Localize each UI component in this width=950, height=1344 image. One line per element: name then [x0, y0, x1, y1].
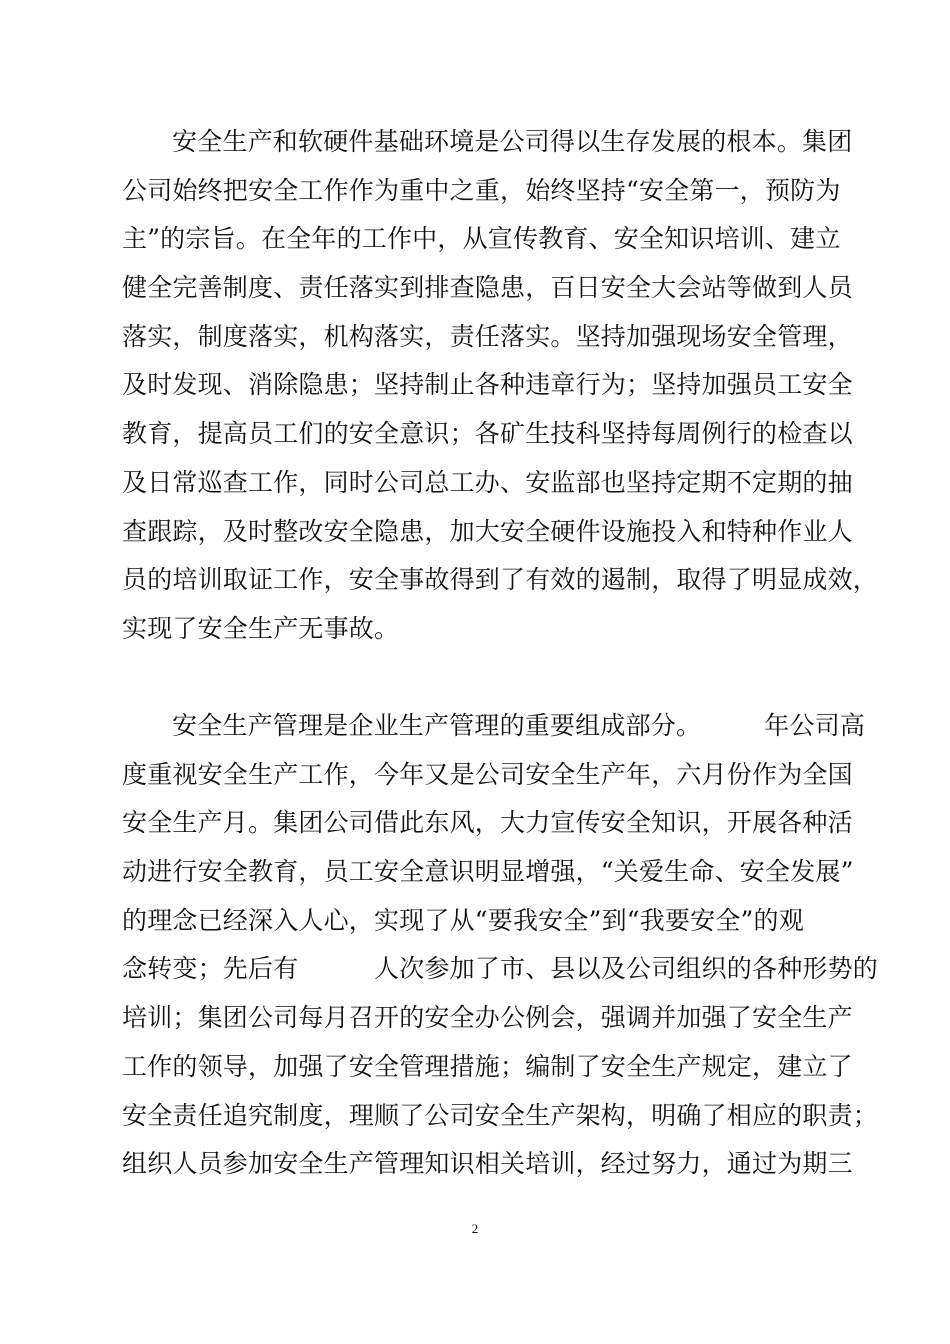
text-line: 工作的领导，加强了安全管理措施；编制了安全生产规定，建立了 [122, 1051, 853, 1081]
text-line: 公司始终把安全工作作为重中之重，始终坚持“安全第一，预防为 [122, 175, 841, 205]
text-line: 安全生产和软硬件基础环境是公司得以生存发展的根本。集团 [172, 127, 853, 156]
text-line: 实现了安全生产无事故。 [122, 613, 400, 643]
text-line: 健全完善制度、责任落实到排查隐患，百日安全大会站等做到人员 [122, 273, 853, 303]
paragraph-safety-foundation [122, 118, 879, 654]
text-line: 安全生产管理是企业生产管理的重要组成部分。 年公司高 [172, 711, 866, 740]
text-line: 主”的宗旨。在全年的工作中，从宣传教育、安全知识培训、建立 [122, 224, 841, 254]
text-line: 查跟踪，及时整改安全隐患，加大安全硬件设施投入和特种作业人 [122, 516, 853, 546]
text-line: 安全生产月。集团公司借此东风，大力宣传安全知识，开展各种活 [122, 808, 853, 838]
text-line: 动进行安全教育，员工安全意识明显增强，“关爱生命、安全发展” [122, 857, 854, 887]
text-line: 组织人员参加安全生产管理知识相关培训，经过努力，通过为期三 [122, 1149, 853, 1179]
text-line: 度重视安全生产工作，今年又是公司安全生产年，六月份作为全国 [122, 759, 853, 789]
text-line: 落实，制度落实，机构落实，责任落实。坚持加强现场安全管理， [122, 321, 853, 351]
paragraph-safety-management [122, 702, 879, 1189]
text-line: 培训；集团公司每月召开的安全办公例会，强调并加强了安全生产 [122, 1003, 853, 1033]
text-line: 念转变；先后有 人次参加了市、县以及公司组织的各种形势的 [122, 954, 879, 984]
page-number: 2 [471, 1221, 479, 1236]
text-line: 的理念已经深入人心，实现了从“要我安全”到“我要安全”的观 [122, 905, 804, 935]
text-line: 员的培训取证工作，安全事故得到了有效的遏制，取得了明显成效， [122, 565, 879, 595]
text-line: 及日常巡查工作，同时公司总工办、安监部也坚持定期不定期的抽 [122, 467, 853, 497]
text-line: 教育，提高员工们的安全意识；各矿生技科坚持每周例行的检查以 [122, 419, 853, 449]
text-line: 安全责任追究制度，理顺了公司安全生产架构，明确了相应的职责； [122, 1100, 879, 1130]
text-line: 及时发现、消除隐患；坚持制止各种违章行为；坚持加强员工安全 [122, 370, 853, 400]
